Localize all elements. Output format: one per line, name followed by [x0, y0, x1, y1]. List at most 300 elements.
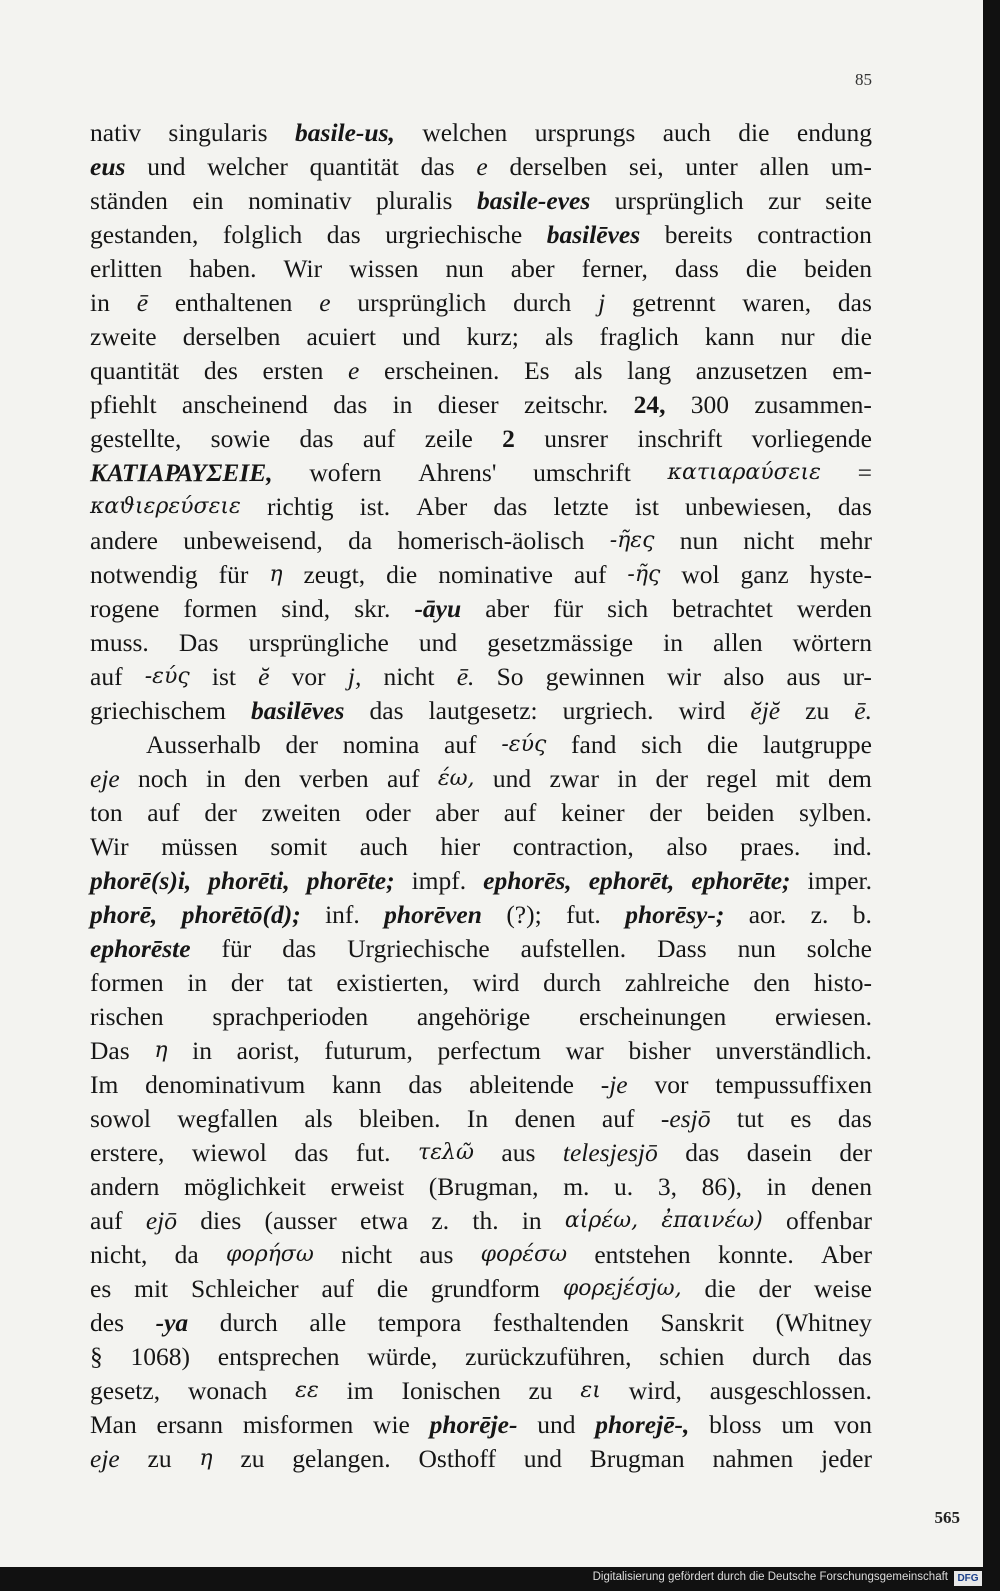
- word: contraction: [757, 220, 872, 249]
- word: sei,: [628, 152, 664, 181]
- word: aor.: [748, 900, 787, 929]
- word: umschrift: [533, 458, 631, 487]
- word: em-: [832, 356, 872, 385]
- word: entsprechen: [217, 1342, 340, 1371]
- word: ist: [634, 492, 659, 521]
- word: denen: [514, 1104, 576, 1133]
- word: hier: [440, 832, 481, 861]
- word: und: [402, 322, 441, 351]
- word: grundform: [430, 1274, 540, 1303]
- word: solche: [806, 934, 872, 963]
- word: in: [205, 764, 226, 793]
- word: auf: [321, 1274, 355, 1303]
- word: das: [685, 1138, 720, 1167]
- word: Das: [178, 628, 219, 657]
- word: αἱρέω,: [564, 1208, 639, 1233]
- word: das: [837, 288, 872, 317]
- word: wie: [373, 1410, 410, 1439]
- word: nicht: [341, 1240, 393, 1269]
- word: erlitten: [90, 254, 163, 283]
- word: pluralis: [375, 186, 453, 215]
- word: nun: [679, 526, 718, 555]
- word: κατιαραύσειε: [667, 460, 821, 485]
- word: -esjō: [660, 1104, 711, 1133]
- text-line: [90, 1068, 872, 1102]
- text-line: [90, 728, 872, 762]
- word: allen: [713, 628, 763, 657]
- word: phorēsy-;: [625, 900, 725, 929]
- word: -ῆες: [609, 528, 655, 553]
- word: u.: [614, 1172, 634, 1201]
- word: dies: [200, 1206, 242, 1235]
- word: wörtern: [792, 628, 872, 657]
- word: das: [282, 934, 317, 963]
- word: verben: [299, 764, 369, 793]
- word: quantität: [309, 152, 399, 181]
- word: futurum,: [324, 1036, 413, 1065]
- word: phorēven: [384, 900, 482, 929]
- word: angehörige: [416, 1002, 531, 1031]
- word: quantität: [90, 356, 180, 385]
- word: ἐπαινέω): [661, 1208, 763, 1233]
- word: auf: [573, 560, 607, 589]
- word: hyste-: [809, 560, 872, 589]
- word: schien: [659, 1342, 725, 1371]
- word: z.: [431, 1206, 450, 1235]
- word: der: [758, 1274, 792, 1303]
- word: ableitende: [469, 1070, 574, 1099]
- word: Wir: [90, 832, 129, 861]
- word: die: [706, 730, 739, 759]
- word: zwar: [549, 764, 599, 793]
- word: ton: [90, 798, 123, 827]
- word: eje: [90, 1444, 120, 1473]
- word: und: [537, 1410, 576, 1439]
- word: basilēves: [251, 696, 345, 725]
- word: letzte: [553, 492, 609, 521]
- word: mit: [134, 1274, 169, 1303]
- word: basile-eves: [476, 186, 591, 215]
- word: aus: [786, 662, 821, 691]
- word: ferner,: [581, 254, 648, 283]
- text-line: [90, 558, 872, 592]
- text-line: [90, 490, 872, 524]
- word: den: [244, 764, 281, 793]
- word: η: [269, 562, 283, 587]
- word: nomina: [342, 730, 420, 759]
- word: zahlreiche: [624, 968, 730, 997]
- word: lang: [627, 356, 672, 385]
- word: wird: [472, 968, 520, 997]
- word: das: [420, 152, 455, 181]
- word: aufstellen.: [520, 934, 627, 963]
- word: auch: [662, 118, 711, 147]
- text-line: [90, 1408, 872, 1442]
- word: ejō: [145, 1206, 177, 1235]
- word: kann: [331, 1070, 382, 1099]
- word: seite: [825, 186, 872, 215]
- text-line: [90, 626, 872, 660]
- word: nativ: [90, 118, 141, 147]
- word: ur-: [842, 662, 872, 691]
- word: andern: [90, 1172, 160, 1201]
- word: nun: [445, 254, 484, 283]
- word: ĕ: [258, 662, 270, 691]
- word: auf: [444, 730, 477, 759]
- word: nun: [737, 934, 776, 963]
- word: anzusetzen: [695, 356, 808, 385]
- word: als: [304, 1104, 333, 1133]
- text-line: [90, 116, 872, 150]
- text-line: [90, 1272, 872, 1306]
- word: es: [790, 1104, 812, 1133]
- body-text: [90, 116, 872, 1476]
- word: bleiben.: [359, 1104, 441, 1133]
- word: Das: [90, 1036, 130, 1065]
- word: skr.: [354, 594, 391, 623]
- word: ersten: [262, 356, 324, 385]
- word: imper.: [807, 866, 872, 895]
- word: in: [187, 968, 208, 997]
- word: formen: [90, 968, 164, 997]
- text-line: [90, 660, 872, 694]
- word: phorētō(d);: [181, 900, 301, 929]
- word: καϑιερεύσειε: [90, 494, 241, 519]
- word: das: [299, 424, 334, 453]
- word: ει: [580, 1378, 601, 1403]
- word: das: [326, 220, 361, 249]
- word: φορεjέσjω,: [562, 1276, 682, 1301]
- word: zu: [805, 696, 830, 725]
- word: e: [319, 288, 331, 317]
- word: alle: [309, 1308, 347, 1337]
- word: Dass: [657, 934, 707, 963]
- word: bloss: [709, 1410, 762, 1439]
- word: urgriech.: [562, 696, 654, 725]
- word: erstere,: [90, 1138, 165, 1167]
- word: ursprüngliche: [248, 628, 389, 657]
- word: Urgriechische: [347, 934, 490, 963]
- word: etwa: [360, 1206, 409, 1235]
- word: ursprungs: [534, 118, 636, 147]
- word: fut.: [566, 900, 601, 929]
- word: Ionischen: [401, 1376, 501, 1405]
- word: nicht,: [90, 1240, 148, 1269]
- word: η: [199, 1446, 213, 1471]
- word: also: [666, 832, 708, 861]
- word: wegfallen: [177, 1104, 278, 1133]
- text-line: [90, 1238, 872, 1272]
- text-line: [90, 1102, 872, 1136]
- word: ΚΑΤΙΑΡΑΥΣΕΙΕ,: [90, 458, 273, 487]
- word: Aber: [416, 492, 468, 521]
- word: tut: [736, 1104, 764, 1133]
- text-line: [90, 286, 872, 320]
- word: somit: [270, 832, 328, 861]
- word: bisher: [628, 1036, 691, 1065]
- word: (Brugman,: [428, 1172, 539, 1201]
- word: des: [90, 1308, 124, 1337]
- word: b.: [852, 900, 872, 929]
- word: waren,: [742, 288, 812, 317]
- word: Wir: [283, 254, 323, 283]
- word: denominativum: [145, 1070, 306, 1099]
- dfg-logo-icon: DFG: [954, 1571, 982, 1586]
- digitization-credit: Digitalisierung gefördert durch die Deutsche Forschungsgemeinschaft: [592, 1571, 948, 1583]
- text-line: [90, 422, 872, 456]
- word: So: [496, 662, 524, 691]
- word: kann: [704, 322, 755, 351]
- word: 2: [502, 424, 515, 453]
- word: das: [493, 492, 528, 521]
- word: 3,: [657, 1172, 677, 1201]
- word: bereits: [664, 220, 733, 249]
- word: entstehen: [594, 1240, 691, 1269]
- word: dieser: [437, 390, 499, 419]
- word: auf: [386, 764, 420, 793]
- word: nur: [780, 322, 815, 351]
- word: muss.: [90, 628, 149, 657]
- word: phorejē-,: [595, 1410, 690, 1439]
- word: auch: [359, 832, 408, 861]
- word: von: [833, 1410, 872, 1439]
- word: η: [154, 1038, 168, 1063]
- word: wir: [667, 662, 702, 691]
- word: vor: [654, 1070, 689, 1099]
- word: andere: [90, 526, 158, 555]
- word: (ausser: [264, 1206, 337, 1235]
- word: wiewol: [191, 1138, 267, 1167]
- word: wonach: [187, 1376, 268, 1405]
- word: singularis: [168, 118, 268, 147]
- word: zu: [240, 1444, 265, 1473]
- word: nahmen: [712, 1444, 794, 1473]
- word: würde,: [367, 1342, 438, 1371]
- word: der: [230, 968, 264, 997]
- word: inf.: [325, 900, 360, 929]
- text-line: [90, 150, 872, 184]
- word: die: [704, 1274, 736, 1303]
- word: offenbar: [786, 1206, 872, 1235]
- word: phorē(s)i,: [90, 866, 192, 895]
- word: -εύς: [501, 732, 547, 757]
- text-line: [90, 1170, 872, 1204]
- word: 24,: [633, 390, 666, 419]
- word: als: [574, 356, 603, 385]
- word: die: [386, 560, 418, 589]
- word: konnte.: [717, 1240, 794, 1269]
- word: ist: [211, 662, 236, 691]
- word: m.: [563, 1172, 590, 1201]
- word: aus: [501, 1138, 536, 1167]
- word: sich: [641, 730, 683, 759]
- word: rischen: [90, 1002, 164, 1031]
- text-line: [90, 796, 872, 830]
- page-number: 85: [855, 70, 872, 89]
- word: denen: [811, 1172, 872, 1201]
- word: εε: [295, 1378, 319, 1403]
- text-line: [90, 524, 872, 558]
- word: endung: [796, 118, 872, 147]
- word: nicht: [743, 526, 795, 555]
- word: erwiesen.: [774, 1002, 872, 1031]
- word: fraglich: [599, 322, 679, 351]
- word: in: [192, 1036, 213, 1065]
- word: ein: [192, 186, 224, 215]
- word: wird: [678, 696, 726, 725]
- word: war: [565, 1036, 604, 1065]
- word: nominative: [438, 560, 553, 589]
- word: durch: [543, 968, 602, 997]
- word: in: [766, 1172, 787, 1201]
- word: aber: [435, 798, 480, 827]
- word: es: [90, 1274, 112, 1303]
- word: tempora: [377, 1308, 462, 1337]
- word: die: [840, 322, 872, 351]
- word: misformen: [242, 1410, 354, 1439]
- word: beiden: [706, 798, 775, 827]
- word: ephorēste: [90, 934, 191, 963]
- word: Ausserhalb: [146, 730, 261, 759]
- word: zusammen-: [754, 390, 872, 419]
- word: da: [348, 526, 373, 555]
- word: aorist,: [236, 1036, 300, 1065]
- word: gewinnen: [545, 662, 645, 691]
- text-line: [90, 1000, 872, 1034]
- text-line: [90, 1136, 872, 1170]
- text-line: [90, 966, 872, 1000]
- word: in: [392, 390, 413, 419]
- word: έω,: [437, 766, 475, 791]
- word: oder: [365, 798, 411, 827]
- word: unbewiesen,: [685, 492, 812, 521]
- word: ephorēt,: [588, 866, 675, 895]
- text-line: [90, 184, 872, 218]
- word: ē.: [854, 696, 872, 725]
- word: sylben.: [798, 798, 872, 827]
- word: fand: [571, 730, 617, 759]
- word: In: [466, 1104, 489, 1133]
- word: aus: [419, 1240, 454, 1269]
- word: durch: [219, 1308, 278, 1337]
- word: phorēti,: [208, 866, 290, 895]
- word: das: [837, 492, 872, 521]
- word: Schleicher: [190, 1274, 299, 1303]
- word: ständen: [90, 186, 168, 215]
- word: betrachtet: [672, 594, 773, 623]
- word: telesjesjō: [562, 1138, 658, 1167]
- word: anscheinend: [181, 390, 308, 419]
- word: die: [738, 118, 770, 147]
- word: durch: [752, 1342, 811, 1371]
- word: j,: [347, 662, 362, 691]
- word: Es: [524, 356, 550, 385]
- word: Brugman: [589, 1444, 685, 1473]
- text-line: [90, 932, 872, 966]
- word: urgriechische: [385, 220, 523, 249]
- word: sind,: [281, 594, 331, 623]
- word: ephorēte;: [691, 866, 791, 895]
- text-line: [90, 592, 872, 626]
- text-line: [90, 694, 872, 728]
- word: und: [492, 764, 532, 793]
- word: regel: [706, 764, 758, 793]
- word: sowie: [210, 424, 271, 453]
- text-line: [90, 864, 872, 898]
- word: enthaltenen: [174, 288, 293, 317]
- word: rogene: [90, 594, 160, 623]
- word: ursprünglich: [614, 186, 744, 215]
- word: welchen: [422, 118, 508, 147]
- word: homerisch-äolisch: [397, 526, 585, 555]
- word: Ahrens': [418, 458, 497, 487]
- word: 1068): [130, 1342, 190, 1371]
- word: mit: [775, 764, 810, 793]
- word: zeile: [424, 424, 473, 453]
- word: dass: [674, 254, 719, 283]
- word: gesetzmässige: [487, 628, 634, 657]
- word: unsrer: [544, 424, 608, 453]
- word: τελῶ: [418, 1140, 474, 1165]
- word: des: [203, 356, 238, 385]
- word: das: [837, 1104, 872, 1133]
- word: erscheinen.: [384, 356, 500, 385]
- word: ē: [136, 288, 149, 317]
- word: und: [418, 628, 458, 657]
- word: für: [218, 560, 249, 589]
- word: der: [839, 1138, 872, 1167]
- word: welcher: [207, 152, 288, 181]
- word: auf: [90, 1206, 123, 1235]
- word: derselben: [182, 322, 281, 351]
- word: allen: [759, 152, 810, 181]
- word: phorē,: [90, 900, 158, 929]
- word: durch: [513, 288, 572, 317]
- word: ephorēs,: [483, 866, 572, 895]
- word: das: [408, 1070, 443, 1099]
- word: (Whitney: [775, 1308, 872, 1337]
- footer-page-number: 565: [934, 1508, 960, 1527]
- word: zurückzuführen,: [465, 1342, 632, 1371]
- word: um: [781, 1410, 814, 1439]
- word: Sanskrit: [660, 1308, 745, 1337]
- word: Im: [90, 1070, 119, 1099]
- word: aber: [485, 594, 530, 623]
- word: e: [476, 152, 488, 181]
- word: in: [663, 628, 683, 657]
- word: die: [376, 1274, 409, 1303]
- word: praes.: [740, 832, 801, 861]
- word: ausgeschlossen.: [709, 1376, 872, 1405]
- text-line: [90, 1034, 872, 1068]
- word: Osthoff: [418, 1444, 496, 1473]
- word: -je: [600, 1070, 628, 1099]
- text-line: [90, 218, 872, 252]
- word: in: [617, 764, 638, 793]
- word: ĕjĕ: [750, 696, 781, 725]
- word: wissen: [349, 254, 419, 283]
- text-line: [90, 1204, 872, 1238]
- word: 300: [690, 390, 730, 419]
- text-line: [90, 1374, 872, 1408]
- word: Man: [90, 1410, 137, 1439]
- word: der: [655, 764, 689, 793]
- word: haben.: [189, 254, 257, 283]
- word: der: [204, 798, 237, 827]
- word: nominativ: [248, 186, 352, 215]
- word: im: [346, 1376, 374, 1405]
- text-line: [90, 1442, 872, 1476]
